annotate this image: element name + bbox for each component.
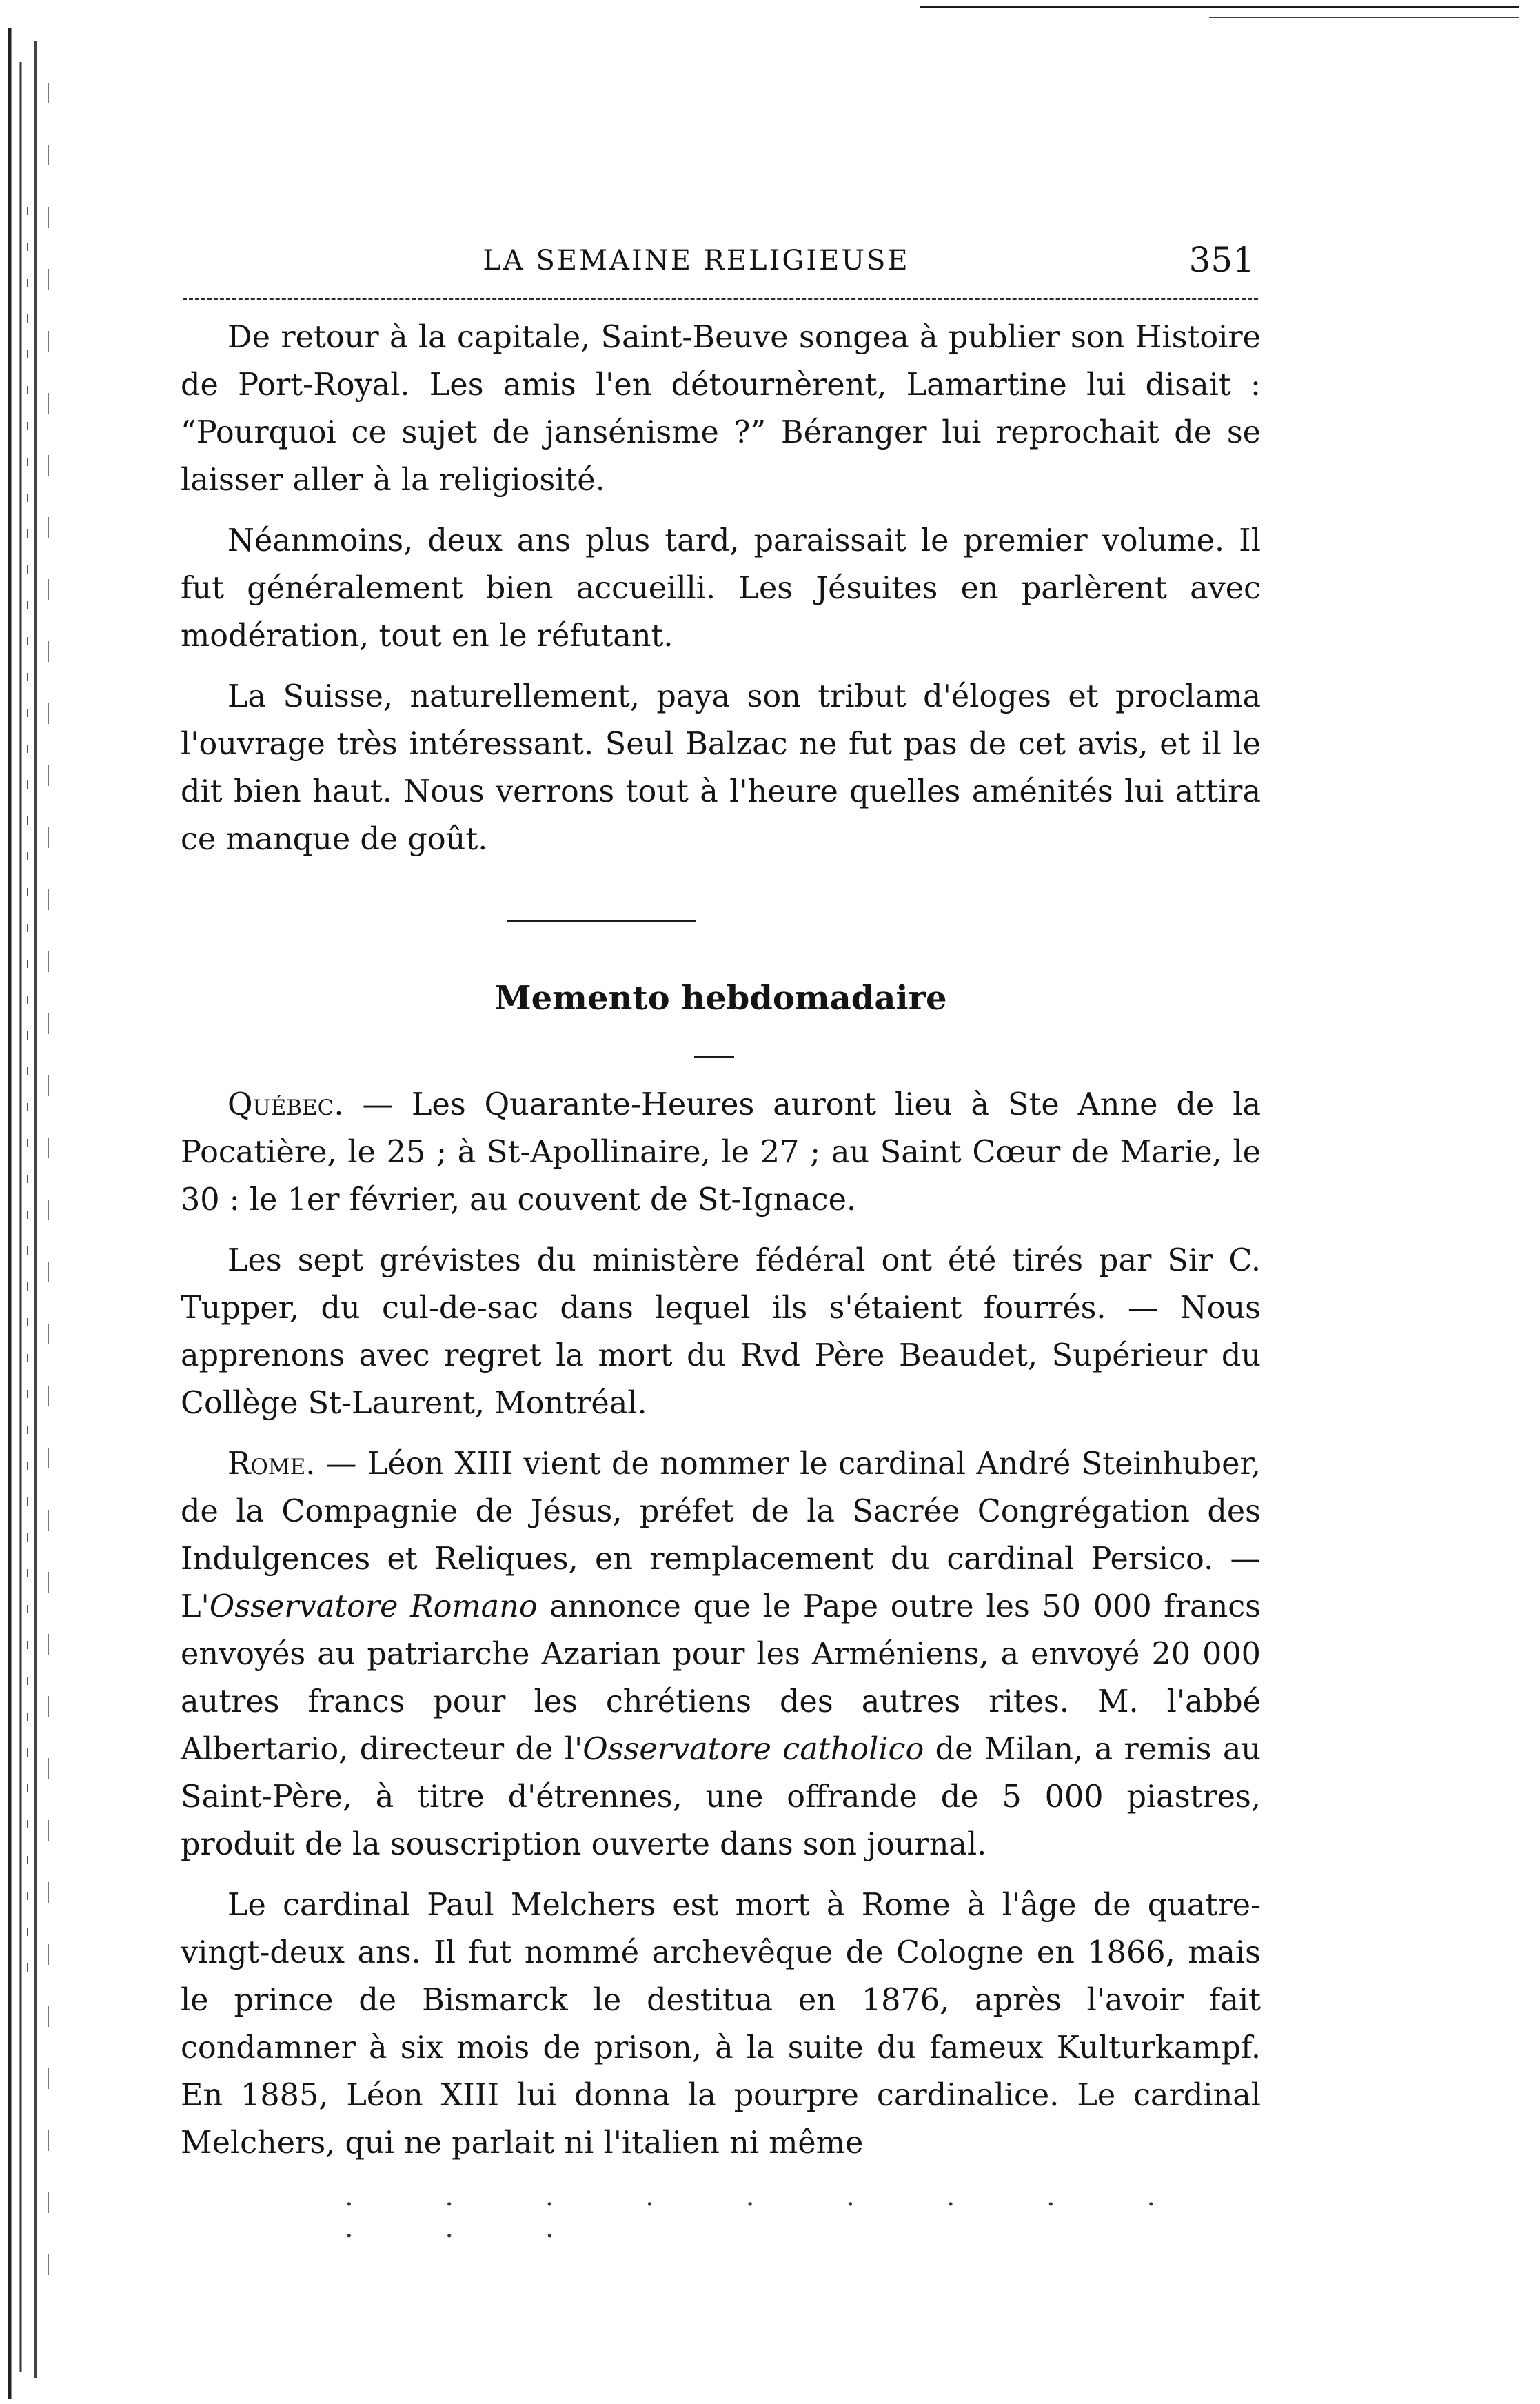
binding-edge — [0, 0, 62, 2404]
paragraph: De retour à la capitale, Saint-Beuve songea à publier son Histoire de Port-Royal. Les amis l'en détournèrent, Lamartine lui disait : “Pourquoi ce sujet de jansénisme ?” Béranger lui reprochait de se laisser aller à la religiosité. — [181, 320, 1261, 498]
journal-title: Osservatore Romano — [209, 1589, 538, 1624]
paragraph-text: annonce que le Pape outre les 50 000 francs envoyés au patriarche Azarian pour les Arméniens, a envoyé 20 000 autres francs pour les chrétiens des autres rites. M. l'abbé Albertario, directeur de l' — [181, 1589, 1261, 1767]
section-title: Memento hebdomadaire — [494, 979, 947, 1018]
place-name: Rome. — [227, 1446, 316, 1482]
paragraph-quebec — [181, 1081, 1261, 1224]
scan-specks: · · · · · · · · · · · · — [345, 2189, 1197, 2252]
paragraph-text: de Milan, a remis au Saint-Père, à titre d'étrennes, une offrande de 5 000 piastres, produit de la souscription ouverte dans son journal. — [181, 1732, 1262, 1862]
header-rule — [183, 298, 1258, 300]
top-edge-rule-secondary — [1209, 17, 1519, 18]
running-head: LA SEMAINE RELIGIEUSE — [483, 245, 910, 276]
paragraph: Les sept grévistes du ministère fédéral ont été tirés par Sir C. Tupper, du cul-de-sac dans lequel ils s'étaient fourrés. — Nous apprenons avec regret la mort du Rvd Père Beaudet, Supérieur du Collège St-Laurent, Montréal. — [181, 1243, 1261, 1421]
paragraph-rome — [181, 1440, 1261, 1868]
journal-title: Osservatore catholico — [582, 1732, 924, 1767]
memento-body — [181, 1081, 1261, 2167]
page-number: 351 — [1188, 240, 1255, 280]
place-name: Québec. — [227, 1087, 344, 1122]
section-divider — [507, 920, 696, 922]
top-edge-rule — [920, 6, 1519, 8]
article-continuation — [181, 314, 1261, 863]
paragraph-text: — Les Quarante-Heures auront lieu à Ste Anne de la Pocatière, le 25 ; à St-Apollinaire, le 27 ; au Saint Cœur de Marie, le 30 : le 1er février, au couvent de St-Ignace. — [181, 1087, 1261, 1218]
paragraph: Le cardinal Paul Melchers est mort à Rome à l'âge de quatre-vingt-deux ans. Il fut nommé archevêque de Cologne en 1866, mais le prince de Bismarck le destitua en 1876, après l'avoir fait condamner à six mois de prison, à la suite du fameux Kulturkampf. En 1885, Léon XIII lui donna la pourpre cardinalice. Le cardinal Melchers, qui ne parlait ni l'italien ni même — [181, 1888, 1261, 2161]
paragraph: La Suisse, naturellement, paya son tribut d'éloges et proclama l'ouvrage très intéressant. Seul Balzac ne fut pas de cet avis, et il le dit bien haut. Nous verrons tout à l'heure quelles aménités lui attira ce manque de goût. — [181, 679, 1261, 857]
title-rule — [694, 1056, 734, 1058]
paragraph-text: — Léon XIII vient de nommer le cardinal André Steinhuber, de la Compagnie de Jésus, préfet de la Sacrée Congrégation des Indulgences et Reliques, en remplacement du cardinal Persico. — L' — [181, 1446, 1261, 1624]
paragraph: Néanmoins, deux ans plus tard, paraissait le premier volume. Il fut généralement bien accueilli. Les Jésuites en parlèrent avec modération, tout en le réfutant. — [181, 523, 1261, 654]
